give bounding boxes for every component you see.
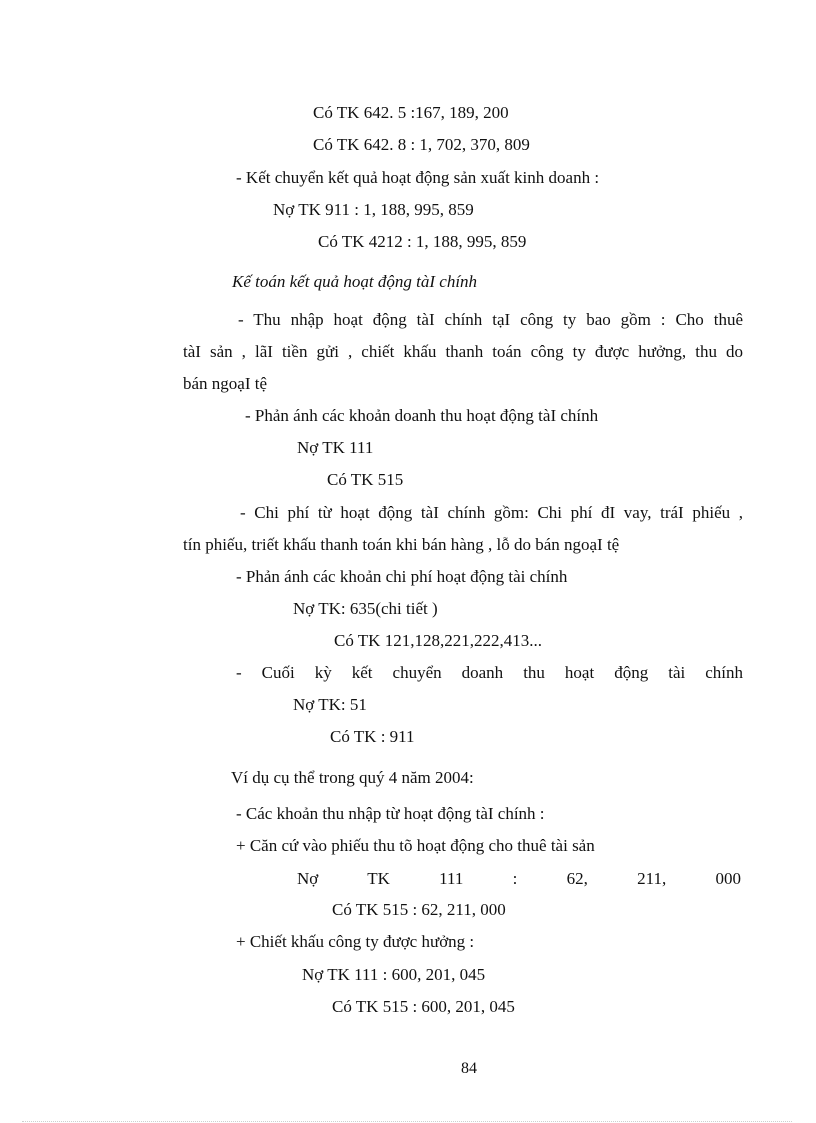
entry-debit-51: Nợ TK: 51 xyxy=(293,695,367,714)
rental-receipt-item: + Căn cứ vào phiếu thu tõ hoạt động cho thuê tài sản xyxy=(236,836,595,855)
entry-credit-121-413: Có TK 121,128,221,222,413... xyxy=(334,631,542,650)
entry-credit-642-8: Có TK 642. 8 : 1, 702, 370, 809 xyxy=(313,135,530,154)
paragraph-financial-income-line-2: tàI sản , lãI tiền gửi , chiết khấu thanh toán công ty được hưởng, thu do xyxy=(183,342,743,361)
paragraph-financial-income-line-3: bán ngoạI tệ xyxy=(183,374,268,393)
section-heading-financial-result: Kế toán kết quả hoạt động tàI chính xyxy=(232,272,478,291)
entry-debit-111-discount: Nợ TK 111 : 600, 201, 045 xyxy=(302,965,486,984)
example-heading-q4-2004: Ví dụ cụ thể trong quý 4 năm 2004: xyxy=(231,768,474,787)
entry-credit-4212: Có TK 4212 : 1, 188, 995, 859 xyxy=(318,232,527,251)
discount-received-item: + Chiết khấu công ty được hưởng : xyxy=(236,932,475,951)
entry-credit-642-5: Có TK 642. 5 :167, 189, 200 xyxy=(313,103,509,122)
entry-credit-515-rental: Có TK 515 : 62, 211, 000 xyxy=(332,900,506,919)
entry-debit-911: Nợ TK 911 : 1, 188, 995, 859 xyxy=(273,200,474,219)
record-expense-heading: - Phản ánh các khoản chi phí hoạt động tài chính xyxy=(236,567,568,586)
record-revenue-heading: - Phản ánh các khoản doanh thu hoạt động tàI chính xyxy=(245,406,599,425)
financial-income-items-heading: - Các khoản thu nhập từ hoạt động tàI chính : xyxy=(236,804,545,823)
entry-debit-111-rental: Nợ TK 111 : 62, 211, 000 xyxy=(297,869,741,888)
paragraph-financial-expense-line-2: tín phiếu, triết khấu thanh toán khi bán hàng , lỗ do bán ngoạI tệ xyxy=(183,535,620,554)
transfer-business-result-heading: - Kết chuyển kết quả hoạt động sản xuất kinh doanh : xyxy=(236,168,600,187)
paragraph-financial-income-line-1: - Thu nhập hoạt động tàI chính tạI công ty bao gồm : Cho thuê xyxy=(238,310,743,329)
entry-debit-111: Nợ TK 111 xyxy=(297,438,374,457)
footer-divider xyxy=(22,1121,792,1122)
entry-credit-515-discount: Có TK 515 : 600, 201, 045 xyxy=(332,997,515,1016)
entry-debit-635: Nợ TK: 635(chi tiết ) xyxy=(293,599,438,618)
period-end-transfer-heading: - Cuối kỳ kết chuyển doanh thu hoạt động tài chính xyxy=(236,663,743,682)
paragraph-financial-expense-line-1: - Chi phí từ hoạt động tàI chính gồm: Chi phí đI vay, tráI phiếu , xyxy=(240,503,743,522)
entry-credit-515: Có TK 515 xyxy=(327,470,404,489)
entry-credit-911: Có TK : 911 xyxy=(330,727,415,746)
page-number: 84 xyxy=(461,1060,477,1077)
